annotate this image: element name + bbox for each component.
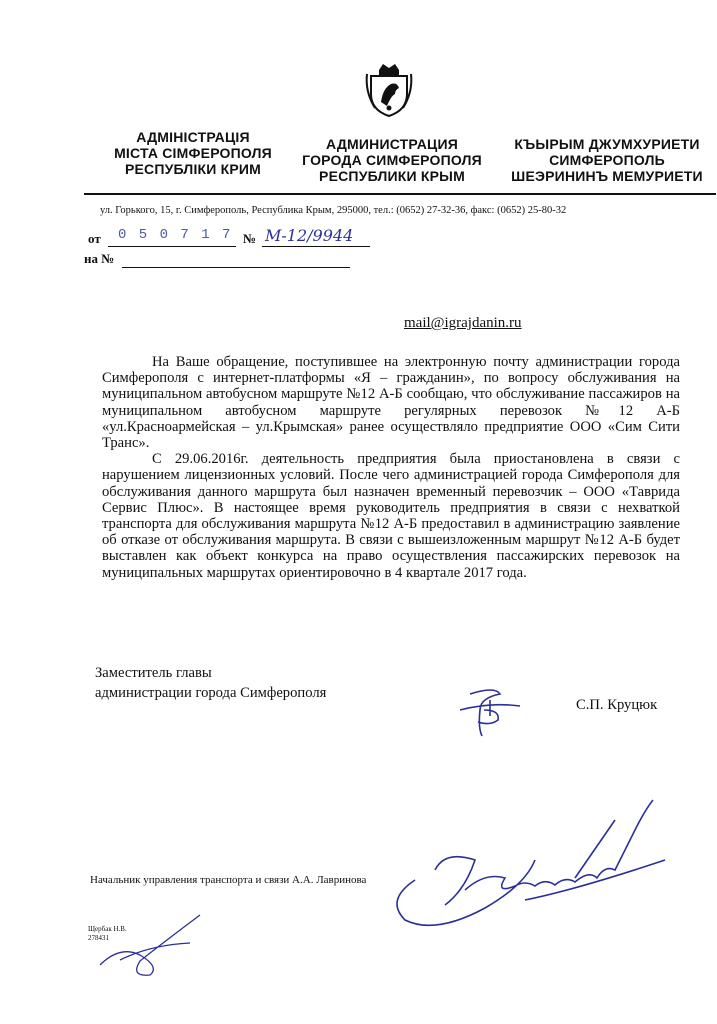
header-line: ГОРОДА СИМФЕРОПОЛЯ <box>302 152 482 168</box>
signatory-title-line: Заместитель главы <box>95 665 212 681</box>
header-line: КЪЫРЫМ ДЖУМХУРИЕТИ <box>514 136 700 152</box>
signatory-name: С.П. Круцюк <box>576 697 658 713</box>
crimea-emblem-icon <box>365 62 413 118</box>
address-line: ул. Горького, 15, г. Симферополь, Республика Крым, 295000, тел.: (0652) 27-32-36, факс: (0652) 25-80-32 <box>100 205 567 216</box>
executor-phone: 278431 <box>88 934 109 942</box>
header-line: ШЕЭРИНИНЪ МЕМУРИЕТИ <box>511 168 703 184</box>
date-stamp: 0 5 0 7 1 7 <box>118 227 233 243</box>
executor-signature-icon <box>90 905 210 980</box>
header-russian <box>292 136 492 184</box>
outgoing-number: М-12/9944 <box>265 226 354 245</box>
header-line: МІСТА СІМФЕРОПОЛЯ <box>114 145 272 161</box>
header-line: АДМИНИСТРАЦИЯ <box>326 136 458 152</box>
header-line: РЕСПУБЛІКИ КРИМ <box>124 161 262 177</box>
header-line: АДМІНІСТРАЦІЯ <box>136 129 250 145</box>
header-divider <box>84 193 716 195</box>
executor-name: Щербак Н.В. <box>88 925 127 933</box>
signatory-title-line: администрации города Симферополя <box>95 685 327 701</box>
header-ukrainian <box>88 129 298 177</box>
body-paragraph: На Ваше обращение, поступившее на электронную почту администрации города Симферополя с интернет-платформы «Я – гражданин», по вопросу обслуживания на муниципальном автобусном маршруте №12 А-Б сообщаю, что обслуживание пассажиров на муниципальном автобусном маршруте регулярных перевозок №12 А-Б «ул.Красноармейская – ул.Крымская» ранее осуществляло предприятие ООО «Сим Сити Транс». <box>102 354 680 452</box>
from-label: от <box>88 231 101 246</box>
header-line: СИМФЕРОПОЛЬ <box>549 152 665 168</box>
signature-icon <box>440 680 550 740</box>
signatory-title <box>95 663 326 703</box>
reply-to-field-line <box>122 253 350 268</box>
approval-note: Начальник управления транспорта и связи А.А. Лавринова <box>90 874 367 886</box>
number-label: № <box>243 231 257 246</box>
approval-signature-icon <box>375 790 675 940</box>
letter-body <box>102 354 680 581</box>
header-line: РЕСПУБЛИКИ КРЫМ <box>319 168 465 184</box>
header-crimean-tatar <box>502 136 712 184</box>
reply-to-label: на № <box>84 251 115 266</box>
body-paragraph: С 29.06.2016г. деятельность предприятия была приостановлена в связи с нарушением лицензионных условий. После чего администрацией города Симферополя для обслуживания данного маршрута был назначен временный перевозчик – ООО «Таврида Сервис Плюс». В настоящее время руководитель предприятия в связи с нехваткой транспорта для обслуживания маршрута №12 А-Б предоставил в администрацию заявление об отказе от обслуживания маршрута. В связи с вышеизложенным маршрут №12 А-Б будет выставлен как объект конкурса на право осуществления пассажирских перевозок на муниципальных маршрутах ориентировочно в 4 квартале 2017 года. <box>102 451 680 581</box>
recipient-email[interactable]: mail@igrajdanin.ru <box>404 315 522 331</box>
